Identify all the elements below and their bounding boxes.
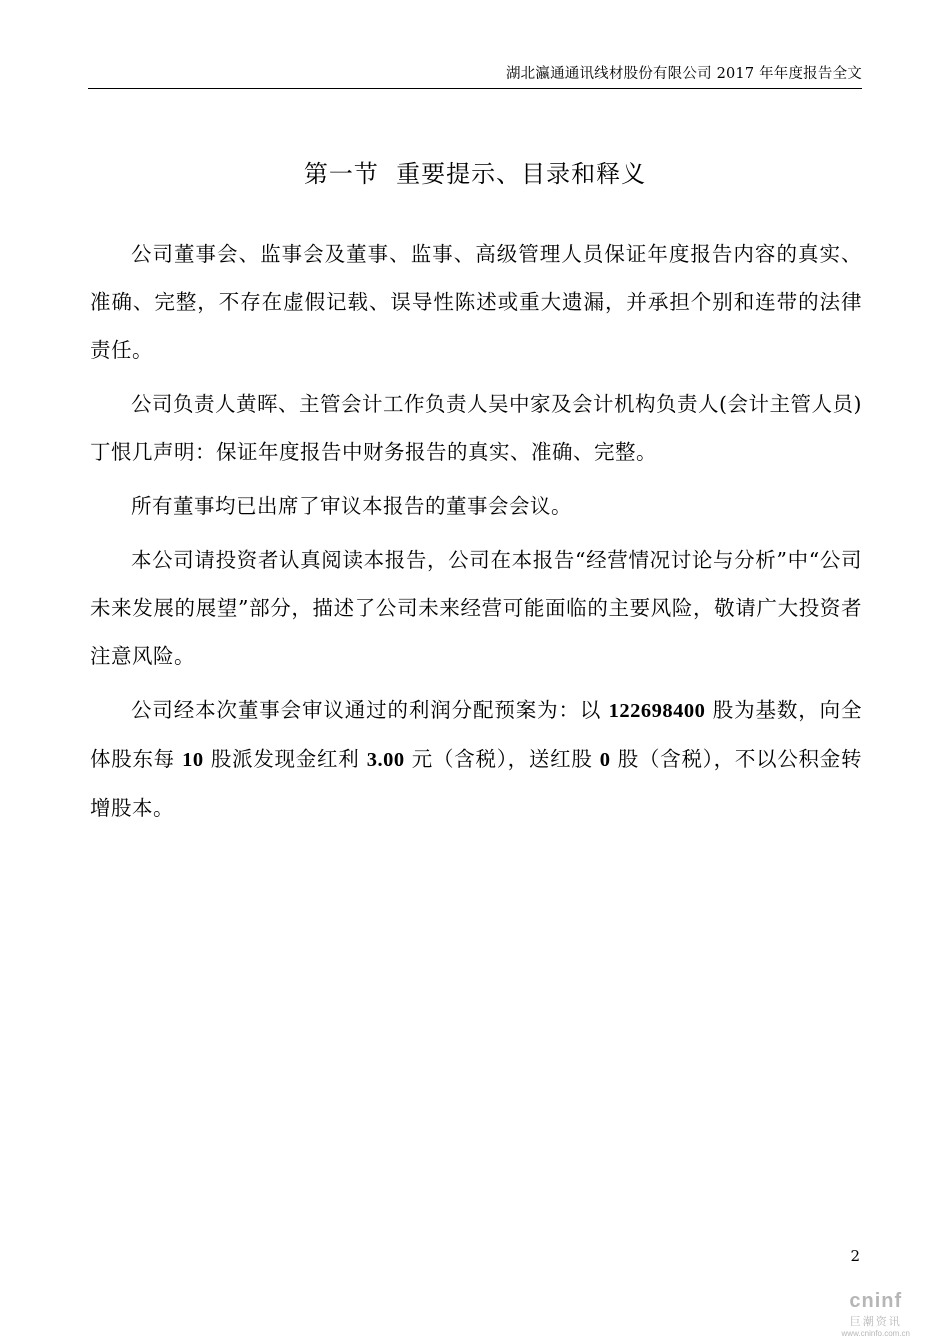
bonus-shares-value: 0 [599, 749, 611, 771]
cninfo-watermark-logo [842, 1290, 910, 1338]
watermark-brand: cninf [849, 1290, 903, 1312]
running-header: 湖北瀛通通讯线材股份有限公司 2017 年年度报告全文 [505, 66, 862, 82]
watermark-url: www.cninfo.com.cn [841, 1329, 910, 1338]
text-segment: 股为基数，向全体股东每 [90, 698, 862, 771]
cash-dividend-value: 3.00 [366, 749, 405, 771]
base-shares-value: 122698400 [608, 700, 706, 722]
paragraph-directors-attendance: 所有董事均已出席了审议本报告的董事会会议。 [131, 494, 572, 518]
header-rule [88, 88, 862, 89]
text-segment: 股派发现金红利 [203, 747, 367, 771]
paragraph-profit-distribution [90, 686, 862, 832]
per-shares-value: 10 [182, 749, 204, 771]
page-number: 2 [850, 1247, 860, 1265]
text-segment: 元（含税），送红股 [404, 747, 600, 771]
body-text [90, 230, 862, 838]
paragraph-risk-notice: 本公司请投资者认真阅读本报告，公司在本报告“经营情况讨论与分析”中“公司未来发展的展望”部分，描述了公司未来经营可能面临的主要风险，敬请广大投资者注意风险。 [90, 548, 862, 668]
paragraph-officers-declaration: 公司负责人黄晖、主管会计工作负责人吴中家及会计机构负责人(会计主管人员)丁恨几声明：保证年度报告中财务报告的真实、准确、完整。 [90, 392, 862, 464]
watermark-sub: 巨潮资讯 [849, 1316, 902, 1328]
section-title: 第一节 重要提示、目录和释义 [303, 160, 647, 188]
paragraph-responsibility-statement: 公司董事会、监事会及董事、监事、高级管理人员保证年度报告内容的真实、准确、完整，不存在虚假记载、误导性陈述或重大遗漏，并承担个别和连带的法律责任。 [90, 242, 862, 362]
text-segment: 股（含税），不以公积金转增股本。 [90, 747, 862, 820]
text-segment: 公司经本次董事会审议通过的利润分配预案为：以 [131, 698, 609, 722]
